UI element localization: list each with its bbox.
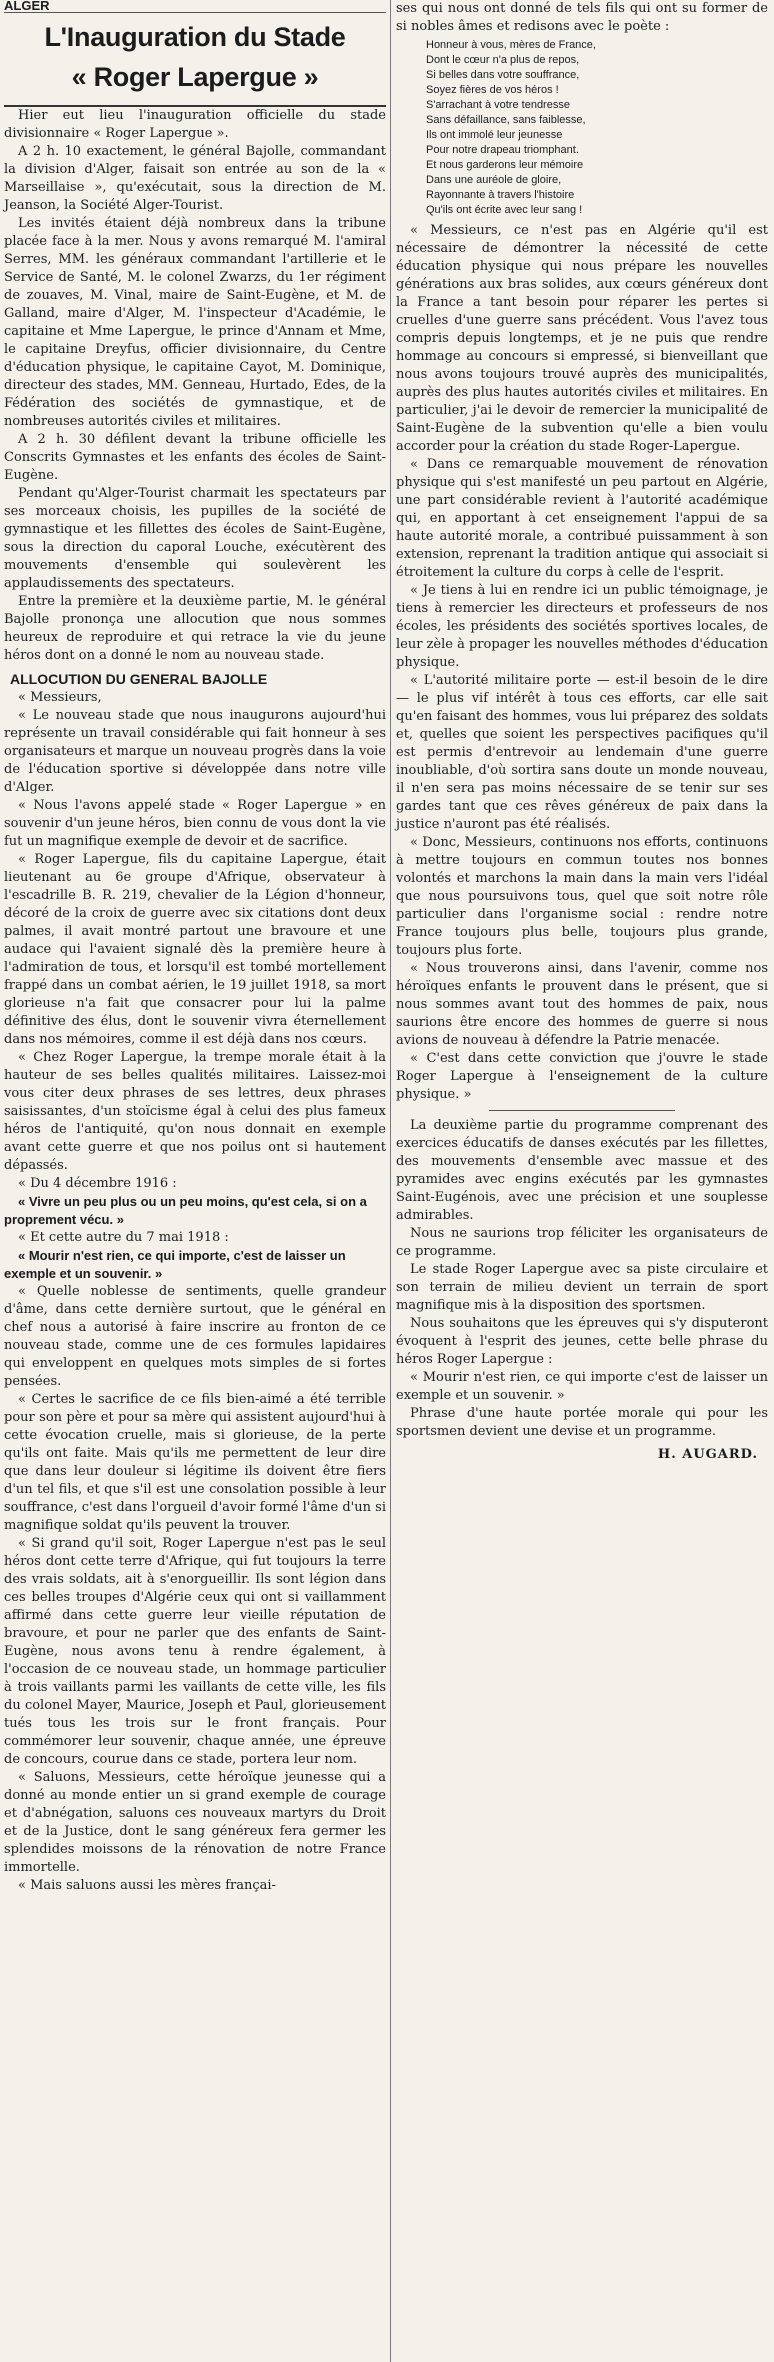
paragraph: « Roger Lapergue, fils du capitaine Lapergue, était lieutenant au 6e groupe d'Afrique, observateur à l'escadrille B. R. 219, chevalier de la Légion d'honneur, décoré de la croix de guerre avec six citations dont deux palmes, il avait montré partout une bravoure et une audace qui l'avaient signalé dès la première heure à l'admiration de tous, et lorsqu'il est tombé mortellement frappé dans un combat aérien, le 19 juillet 1918, sa mort glorieuse n'a fait que consacrer pour lui la palme définitive des élus, dont le souvenir vivra éternellement dans nos mémoires, comme il est déjà dans nos cœurs.: [4, 852, 386, 1047]
paragraph: « Quelle noblesse de sentiments, quelle grandeur d'âme, dans cette dernière surtout, que le général en chef nous a autorisé à faire inscrire au fronton de ce nouveau stade, comme une de ces formules lapidaires qui enveloppent en quelques mots simples de si fortes pensées.: [4, 1284, 386, 1389]
poem-line: Et nous garderons leur mémoire: [426, 159, 584, 171]
paragraph: « Messieurs,: [18, 690, 102, 705]
paragraph: Pendant qu'Alger-Tourist charmait les spectateurs par ses morceaux choisis, les pupilles de la société de gymnastique et les fillettes des écoles de Saint-Eugène, sous la direction du caporal Louche, exécutèrent des mouvements d'ensemble qui soulevèrent les applaudissements des spectateurs.: [4, 486, 386, 591]
poem-line: Dont le cœur n'a plus de repos,: [426, 54, 580, 66]
paragraph: « Mourir n'est rien, ce qui importe c'est de laisser un exemple et un souvenir. »: [396, 1370, 768, 1403]
separator-rule: [489, 1110, 675, 1111]
poem-line: Rayonnante à travers l'histoire: [426, 189, 575, 201]
paragraph: « L'autorité militaire porte — est-il besoin de le dire — le plus vif intérêt à tous ces efforts, car elle sait qu'en faisant des hommes, vous lui préparez des soldats et, quelles que soient les perspectives pacifiques qu'il est permis d'entrevoir au lendemain d'une guerre inoubliable, d'où sortira sans doute un monde nouveau, il n'en sera pas moins nécessaire de se tenir sur ses gardes tant que ces rêves généreux de paix dans la justice n'auront pas été réalisés.: [396, 673, 768, 832]
paragraph: « Chez Roger Lapergue, la trempe morale était à la hauteur de ses belles qualités militaires. Laissez-moi vous citer deux phrases de ses lettres, deux phrases saisissantes, d'un stoïcisme égal à celui des plus fameux héros de l'antiquité, qu'on nous donnait en exemple avant cette guerre et que nos poilus ont si hautement dépassés.: [4, 1050, 386, 1173]
paragraph: Entre la première et la deuxième partie, M. le général Bajolle prononça une allocution que nous sommes heureux de reproduire et qui retrace la vie du jeune héros dont on a donné le nom au nouveau stade.: [4, 594, 386, 663]
left-column: [4, 0, 386, 1895]
column-divider: [390, 0, 391, 2362]
headline-line-2: « Roger Lapergue »: [4, 57, 386, 107]
poem-line: Soyez fières de vos héros !: [426, 84, 559, 96]
paragraph: Les invités étaient déjà nombreux dans la tribune placée face à la mer. Nous y avons remarqué M. l'amiral Serres, MM. les généraux commandant l'artillerie et le Service de Santé, M. le colonel Zwarzs, du 1er régiment de zouaves, M. Vinal, maire de Saint-Eugène, et M. de Galland, maire d'Alger, M. l'inspecteur d'Académie, le capitaine et Mme Lapergue, le prince d'Annam et Mme, le capitaine Dreyfus, officier divisionnaire, du Centre d'éducation physique, le capitaine Cayot, M. Dominique, directeur des stades, MM. Genneau, Hurtado, Edes, de la Fédération des sociétés de gymnastique, et de nombreuses autorités civiles et militaires.: [4, 216, 386, 429]
poem-line: Pour notre drapeau triomphant.: [426, 144, 579, 156]
paragraph: Nous ne saurions trop féliciter les organisateurs de ce programme.: [396, 1226, 768, 1259]
right-column: [396, 0, 768, 1462]
poem-line: Honneur à vous, mères de France,: [426, 39, 596, 51]
paragraph: « Je tiens à lui en rendre ici un public témoignage, je tiens à remercier les directeurs et professeurs de nos écoles, les présidents des sociétés sportives locales, de leur zèle à propager les nouvelles méthodes d'éducation physique.: [396, 583, 769, 670]
paragraph: « Saluons, Messieurs, cette héroïque jeunesse qui a donné au monde entier un si grand exemple de courage et d'abnégation, saluons ces nouveaux martyrs du Droit et de la Justice, dont le sang généreux fera germer les splendides moissons de la rénovation de notre France immortelle.: [4, 1770, 386, 1875]
author-signature: H. AUGARD.: [657, 1447, 758, 1462]
poem-line: Dans une auréole de gloire,: [426, 174, 562, 186]
section-subheading: ALLOCUTION DU GENERAL BAJOLLE: [10, 671, 268, 687]
paragraph: « Et cette autre du 7 mai 1918 :: [18, 1230, 229, 1245]
poem-line: Qu'ils ont écrite avec leur sang !: [426, 204, 583, 216]
paragraph: Le stade Roger Lapergue avec sa piste circulaire et son terrain de milieu devient un terrain de sport magnifique mis à la disposition des sportsmen.: [396, 1262, 768, 1313]
bold-quote: « Mourir n'est rien, ce qui importe, c'est de laisser un exemple et un souvenir. »: [4, 1248, 346, 1281]
paragraph: A 2 h. 10 exactement, le général Bajolle, commandant la division d'Alger, faisait son entrée au son de la « Marseillaise », qu'exécutait, sous la direction de M. Jeanson, la Société Alger-Tourist.: [4, 144, 386, 213]
paragraph: « Nous l'avons appelé stade « Roger Lapergue » en souvenir d'un jeune héros, bien connu de vous dont la vie fut un magnifique exemple de devoir et de sacrifice.: [4, 798, 386, 849]
paragraph: Phrase d'une haute portée morale qui pour les sportsmen devient une devise et un programme.: [396, 1406, 768, 1439]
paragraph: « Certes le sacrifice de ce fils bien-aimé a été terrible pour son père et pour sa mère qui assistent aujourd'hui à cette évocation cruelle, mais si glorieuse, de la perte qu'ils ont faite. Mais qu'ils me permettent de leur dire que dans leur douleur si légitime ils doivent être fiers d'un tel fils, et que s'il est une consolation possible à leur souffrance, c'est dans l'orgueil d'avoir formé l'âme d'un si magnifique soldat qu'ils peuvent la trouver.: [4, 1392, 386, 1533]
paragraph: « Mais saluons aussi les mères françai-: [18, 1878, 276, 1893]
paragraph: « C'est dans cette conviction que j'ouvre le stade Roger Lapergue à l'enseignement de la culture physique. »: [396, 1051, 768, 1102]
poem: [426, 38, 768, 218]
paragraph: Hier eut lieu l'inauguration officielle du stade divisionnaire « Roger Lapergue ».: [4, 108, 386, 141]
poem-line: Si belles dans votre souffrance,: [426, 69, 580, 81]
paragraph: « Du 4 décembre 1916 :: [18, 1176, 177, 1191]
poem-line: Ils ont immolé leur jeunesse: [426, 129, 563, 141]
paragraph: « Si grand qu'il soit, Roger Lapergue n'est pas le seul héros dont cette terre d'Afrique, qui fut toujours la terre des vrais soldats, ait à s'enorgueillir. Ils sont légion dans ces belles troupes d'Algérie ceux qui ont si vaillamment affirmé dans cette guerre leur vieille réputation de bravoure, et pour ne parler que des enfants de Saint-Eugène, nous avons tenu à rendre également, à l'occasion de ce nouveau stade, un hommage particulier à trois vaillants parmi les vaillants de cette ville, les fils du colonel Mayer, Maurice, Joseph et Paul, glorieusement tués tous les trois sur le front français. Pour commémorer leur souvenir, chaque année, une épreuve de concours, courue dans ce stade, portera leur nom.: [4, 1536, 386, 1767]
bold-quote: « Vivre un peu plus ou un peu moins, qu'est cela, si on a proprement vécu. »: [4, 1194, 367, 1227]
paragraph: ses qui nous ont donné de tels fils qui ont su former de si nobles âmes et redisons avec le poète :: [396, 1, 768, 34]
headline-line-1: L'Inauguration du Stade: [44, 22, 346, 52]
section-tag: ALGER: [4, 0, 386, 13]
paragraph: A 2 h. 30 défilent devant la tribune officielle les Conscrits Gymnastes et les enfants des écoles de Saint-Eugène.: [4, 432, 386, 483]
paragraph: « Dans ce remarquable mouvement de rénovation physique qui s'est manifesté un peu partout en Algérie, une part considérable revient à l'autorité académique qui, en apportant à cet enseignement l'appui de sa haute autorité morale, a contribué puissamment à son extension, reprenant la tradition antique qui associait si étroitement la culture du corps à celle de l'esprit.: [396, 457, 768, 580]
paragraph: « Messieurs, ce n'est pas en Algérie qu'il est nécessaire de démontrer la nécessité de cette éducation physique qui nous prépare les nouvelles générations aux bras solides, aux cœurs généreux dont la France a tant besoin pour réparer les pertes si cruelles d'une guerre sans précédent. Vous l'avez tous compris depuis longtemps, et je ne puis que rendre hommage au concours si empressé, si bienveillant que nous avons toujours trouvé auprès des municipalités, auprès des plus hautes autorités civiles et militaires. En particulier, j'ai le devoir de remercier la municipalité de Saint-Eugène de la subvention qu'elle a bien voulu accorder pour la création du stade Roger-Lapergue.: [396, 223, 768, 454]
poem-line: S'arrachant à votre tendresse: [426, 99, 570, 111]
paragraph: « Le nouveau stade que nous inaugurons aujourd'hui représente un travail considérable qui fait honneur à ses organisateurs et marque un nouveau progrès dans la voie de l'éducation sportive si développée dans notre ville d'Alger.: [4, 708, 386, 795]
paragraph: Nous souhaitons que les épreuves qui s'y disputeront évoquent à l'esprit des jeunes, cette belle phrase du héros Roger Lapergue :: [396, 1316, 768, 1367]
paragraph: « Nous trouverons ainsi, dans l'avenir, comme nos héroïques enfants le prouvent dans le présent, que si nous sommes avant tout des hommes de paix, nous saurions être encore des hommes de guerre si nous avions de nouveau à défendre la Patrie menacée.: [396, 961, 768, 1048]
paragraph: « Donc, Messieurs, continuons nos efforts, continuons à mettre toujours en commun toutes nos bonnes volontés et marchons la main dans la main vers l'idéal que nous poursuivons tous, quel que soit notre rôle particulier dans l'organisme social : rendre notre France toujours plus belle, toujours plus grande, toujours plus forte.: [396, 835, 768, 958]
poem-line: Sans défaillance, sans faiblesse,: [426, 114, 586, 126]
paragraph: La deuxième partie du programme comprenant des exercices éducatifs de danses exécutés par les fillettes, des mouvements d'ensemble avec massue et des pyramides avec engins exécutés par les gymnastes Saint-Eugénois, avec une précision et une souplesse admirables.: [396, 1118, 768, 1223]
